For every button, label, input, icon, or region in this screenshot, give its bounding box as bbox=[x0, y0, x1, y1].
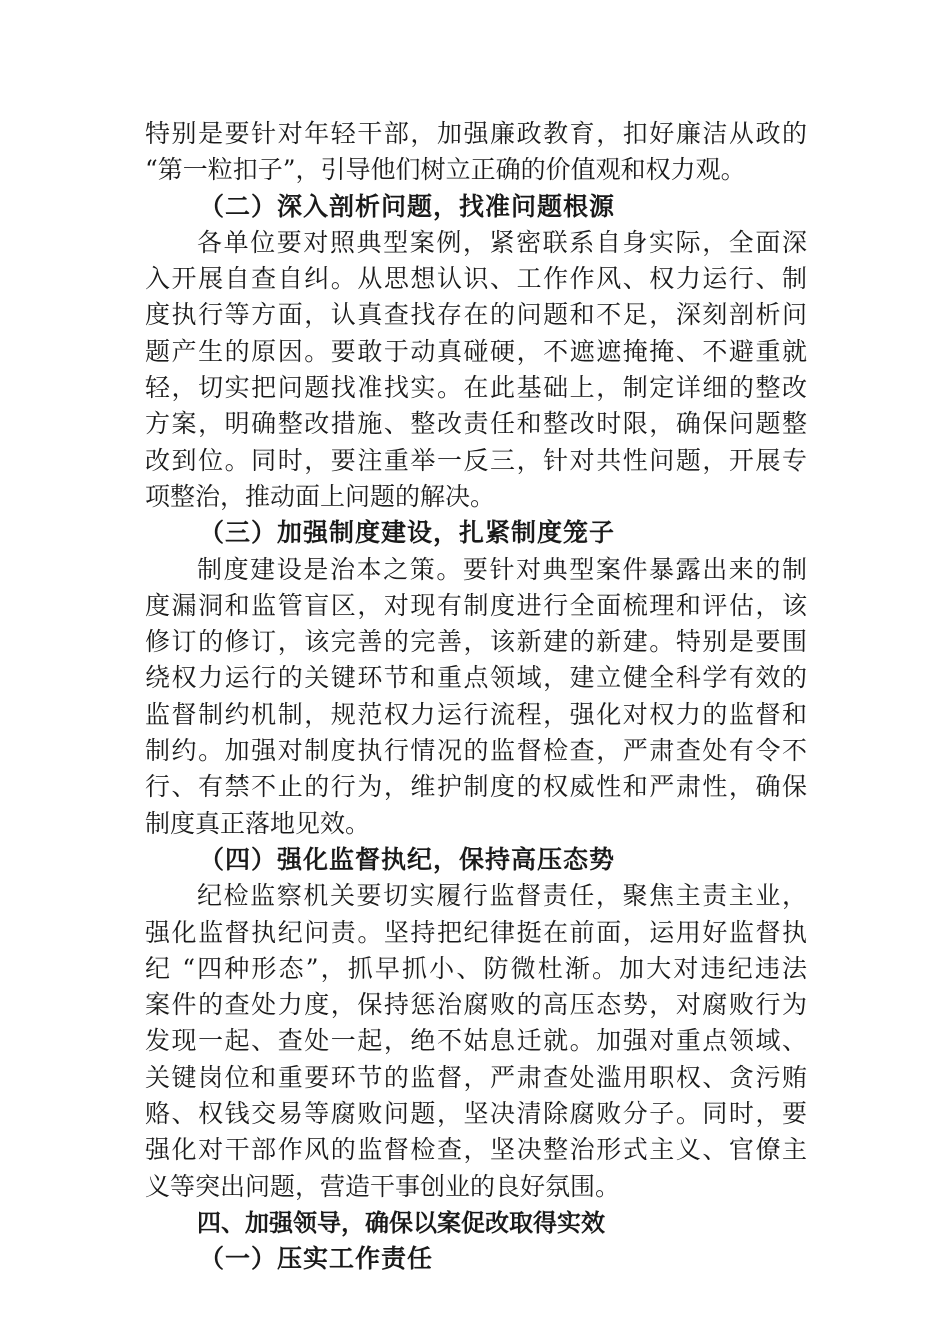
paragraph-line: 方案，明确整改措施、整改责任和整改时限，确保问题整 bbox=[145, 409, 807, 439]
section-heading: （二）深入剖析问题，找准问题根源 bbox=[199, 191, 616, 221]
paragraph-line: 题产生的原因。要敢于动真碰硬，不遮遮掩掩、不避重就 bbox=[145, 336, 807, 366]
paragraph-line: 修订的修订，该完善的完善，该新建的新建。特别是要围 bbox=[145, 627, 807, 657]
paragraph-line: 义等突出问题，营造干事创业的良好氛围。 bbox=[145, 1171, 621, 1201]
paragraph-line: 改到位。同时，要注重举一反三，针对共性问题，开展专 bbox=[145, 445, 807, 475]
paragraph-line: 入开展自查自纠。从思想认识、工作作风、权力运行、制 bbox=[145, 264, 807, 294]
paragraph-line: 度执行等方面，认真查找存在的问题和不足，深刻剖析问 bbox=[145, 300, 807, 330]
paragraph-line: 度漏洞和监管盲区，对现有制度进行全面梳理和评估，该 bbox=[145, 590, 807, 620]
paragraph-line: 关键岗位和重要环节的监督，严肃查处滥用职权、贪污贿 bbox=[145, 1062, 807, 1092]
paragraph-line: 强化监督执纪问责。坚持把纪律挺在前面，运用好监督执 bbox=[145, 917, 807, 947]
paragraph-line: 制约。加强对制度执行情况的监督检查，严肃查处有令不 bbox=[145, 736, 807, 766]
paragraph-line: 特别是要针对年轻干部，加强廉政教育，扣好廉洁从政的 bbox=[145, 119, 807, 148]
paragraph-line: 监督制约机制，规范权力运行流程，强化对权力的监督和 bbox=[145, 699, 807, 729]
paragraph-line: 纪 “四种形态”，抓早抓小、防微杜渐。加大对违纪违法 bbox=[145, 953, 807, 983]
paragraph-line: 赂、权钱交易等腐败问题，坚决清除腐败分子。同时，要 bbox=[145, 1099, 807, 1129]
paragraph-line: 项整治，推动面上问题的解决。 bbox=[145, 481, 496, 511]
paragraph-line: 制度真正落地见效。 bbox=[145, 808, 371, 838]
paragraph-line: 绕权力运行的关键环节和重点领域，建立健全科学有效的 bbox=[145, 663, 807, 693]
section-heading: （四）强化监督执纪，保持高压态势 bbox=[199, 844, 616, 874]
paragraph-line: “第一粒扣子”，引导他们树立正确的价值观和权力观。 bbox=[145, 155, 746, 185]
chapter-heading: 四、加强领导，确保以案促改取得实效 bbox=[197, 1208, 605, 1237]
paragraph-line: 案件的查处力度，保持惩治腐败的高压态势，对腐败行为 bbox=[145, 990, 807, 1020]
paragraph-line: 制度建设是治本之策。要针对典型案件暴露出来的制 bbox=[197, 554, 807, 584]
paragraph-line: 各单位要对照典型案例，紧密联系自身实际，全面深 bbox=[197, 227, 807, 257]
paragraph-line: 轻，切实把问题找准找实。在此基础上，制定详细的整改 bbox=[145, 373, 807, 403]
section-heading: （一）压实工作责任 bbox=[199, 1244, 434, 1274]
section-heading: （三）加强制度建设，扎紧制度笼子 bbox=[199, 518, 616, 548]
paragraph-line: 纪检监察机关要切实履行监督责任，聚焦主责主业， bbox=[197, 881, 807, 911]
paragraph-line: 发现一起、查处一起，绝不姑息迁就。加强对重点领域、 bbox=[145, 1026, 807, 1056]
document-body bbox=[145, 116, 807, 1278]
paragraph-line: 行、有禁不止的行为，维护制度的权威性和严肃性，确保 bbox=[145, 772, 807, 802]
paragraph-line: 强化对干部作风的监督检查，坚决整治形式主义、官僚主 bbox=[145, 1135, 807, 1165]
